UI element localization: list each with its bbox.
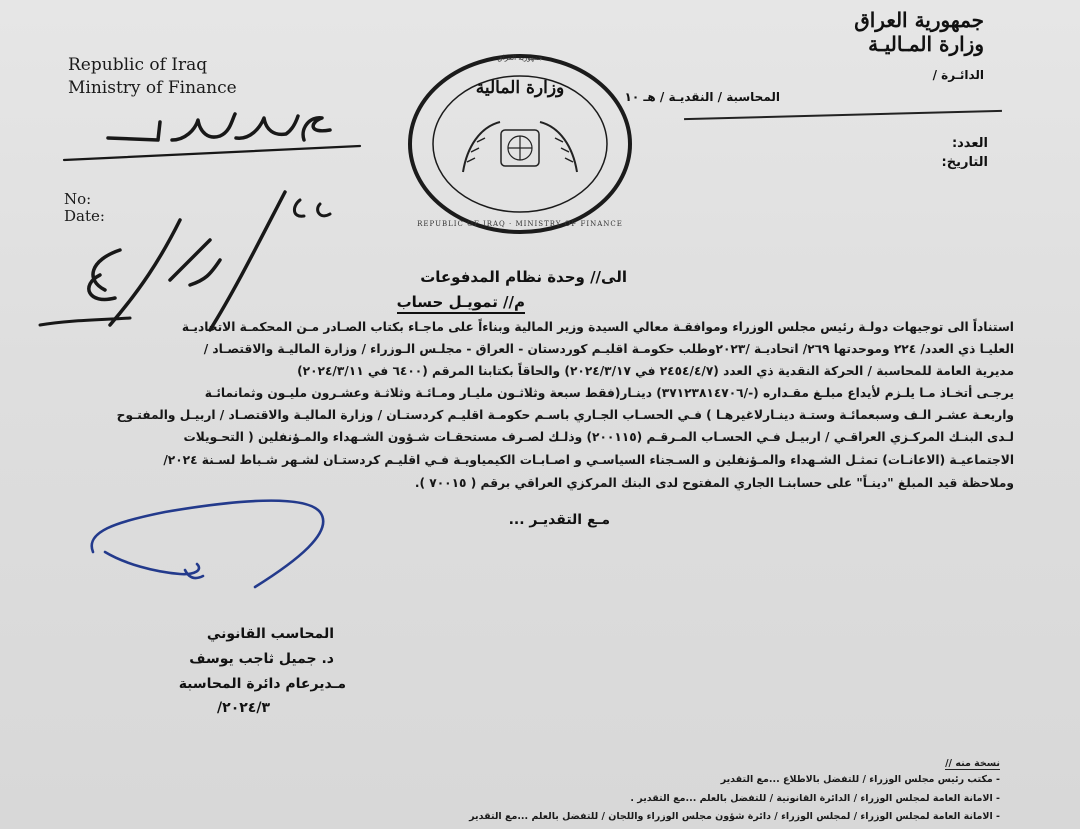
copies-item-3: - الامانة العامة لمجلس الوزراء / لمجلس الوزراء / دائرة شؤون مجلس الوزراء واللجان / للتفضل بالعلم ...مع التقدير <box>469 811 1000 822</box>
subject-line: م// تمويـل حساب <box>397 293 525 314</box>
country-name-en: Republic of Iraq <box>68 55 208 75</box>
body-line-7: الاجتماعيـة (الاعانـات) تمثـل الشـهداء والمـؤنفلين و السـجناء السياسـي و اصـابـات الكيمياويـة فـي اقليـم كردستـان لشـهر شـباط لسـنة ٢٠٢٤/ <box>163 453 1014 467</box>
addressee-to: الى// وحدة نظام المدفوعات <box>420 268 627 286</box>
copies-item-2: - الامانة العامة لمجلس الوزراء / الدائرة القانونية / للتفضل بالعلم ...مع التقدير . <box>630 793 1000 804</box>
ministry-seal <box>405 52 635 237</box>
signatory-name: د. جميل ثاجب يوسف <box>189 651 334 667</box>
signatory-date: /٢٠٢٤/٣ <box>217 700 270 716</box>
ministry-name-en: Ministry of Finance <box>68 78 237 98</box>
signature <box>85 492 335 597</box>
copies-heading: نسخة منه // <box>945 758 1000 769</box>
date-label-en: Date: <box>64 207 105 225</box>
body-line-5: واربعـة عشـر الـف وسبعمائـة وستـة دينـارلاغيرهـا ) فـي الحسـاب الجـاري باسـم حكومـة اقليـم كردستـان / وزارة الماليـة والاقتصـاد / اربيـل والمفتـوح <box>116 408 1014 422</box>
ministry-name-ar: وزارة المـاليـة <box>868 32 984 56</box>
body-line-1: استناداً الى توجيهات دولـة رئيس مجلس الوزراء وموافقـة معالي السيدة وزير المالية وبناءاً على ماجـاء بكتاب الصـادر مـن المحكمـة الاتحاديـة <box>181 320 1014 334</box>
number-label-en: No: <box>64 190 92 208</box>
seal-ring-text-ar: جمهورية العراق <box>497 54 543 62</box>
body-line-3: مديرية العامة للمحاسبة / الحركة النقدية ذي العدد (٢٤٥٤/٤/٧ في ٢٠٢٤/٣/١٧) والحاقاً بكتابنا المرقم (٦٤٠٠ في ٢٠٢٤/٣/١١) <box>297 364 1014 378</box>
seal-center-text: وزارة المالية <box>475 78 565 98</box>
closing-regards: مـع التقديـر ... <box>508 512 610 528</box>
handwritten-date <box>30 180 350 340</box>
handwritten-reference-number <box>60 100 370 175</box>
body-line-6: لـدى البنـك المركـزي العراقـي / اربيـل فـي الحسـاب المـرقـم (٢٠٠١١٥) وذلـك لصـرف مستحقـات شـؤون الشـهداء والمـؤنفلين ( التحـويلات <box>183 430 1014 444</box>
signatory-position: مـديرعام دائرة المحاسبة <box>178 676 346 692</box>
country-name-ar: جمهورية العراق <box>854 8 984 32</box>
copies-item-1: - مكتب رئيس مجلس الوزراء / للتفضل بالاطلاع ...مع التقدير <box>720 774 1000 785</box>
department-value-ar: المحاسبة / النقديـة / هـ ١٠ <box>624 90 780 104</box>
signatory-title: المحاسب القانوني <box>206 626 334 642</box>
department-label-ar: الدائـرة / <box>932 68 984 82</box>
body-line-4: يرجـى أتخـاذ مـا يلـزم لأيداع مبلـغ مقـداره (-/٣٧١٢٣٨١٤٧٠٦) دينـار(فقط سبعة وثلاثـون مليـار ومـائـة وثلاثـة وعشـرون مليـون وثمانمائـة <box>204 386 1014 400</box>
number-label-ar: العدد: <box>951 136 988 151</box>
date-label-ar: التاريخ: <box>941 155 988 170</box>
header-separator <box>684 110 1002 120</box>
body-line-8: وملاحظة قيد المبلغ "دينـاً" على حسابنـا الجاري المفتوح لدى البنك المركزي العراقي برقم ( ٧٠٠١٥ ). <box>414 476 1014 490</box>
body-line-2: العليـا ذي العدد/ ٢٢٤ وموحدتها ٢٦٩/ اتحاديـة /٢٠٢٣وطلب حكومـة اقليـم كوردستان - العراق - مجلـس الـوزراء / وزارة الماليـة والاقتصـاد / <box>203 342 1014 356</box>
seal-ring-text-en: REPUBLIC OF IRAQ · MINISTRY OF FINANCE <box>417 220 623 228</box>
